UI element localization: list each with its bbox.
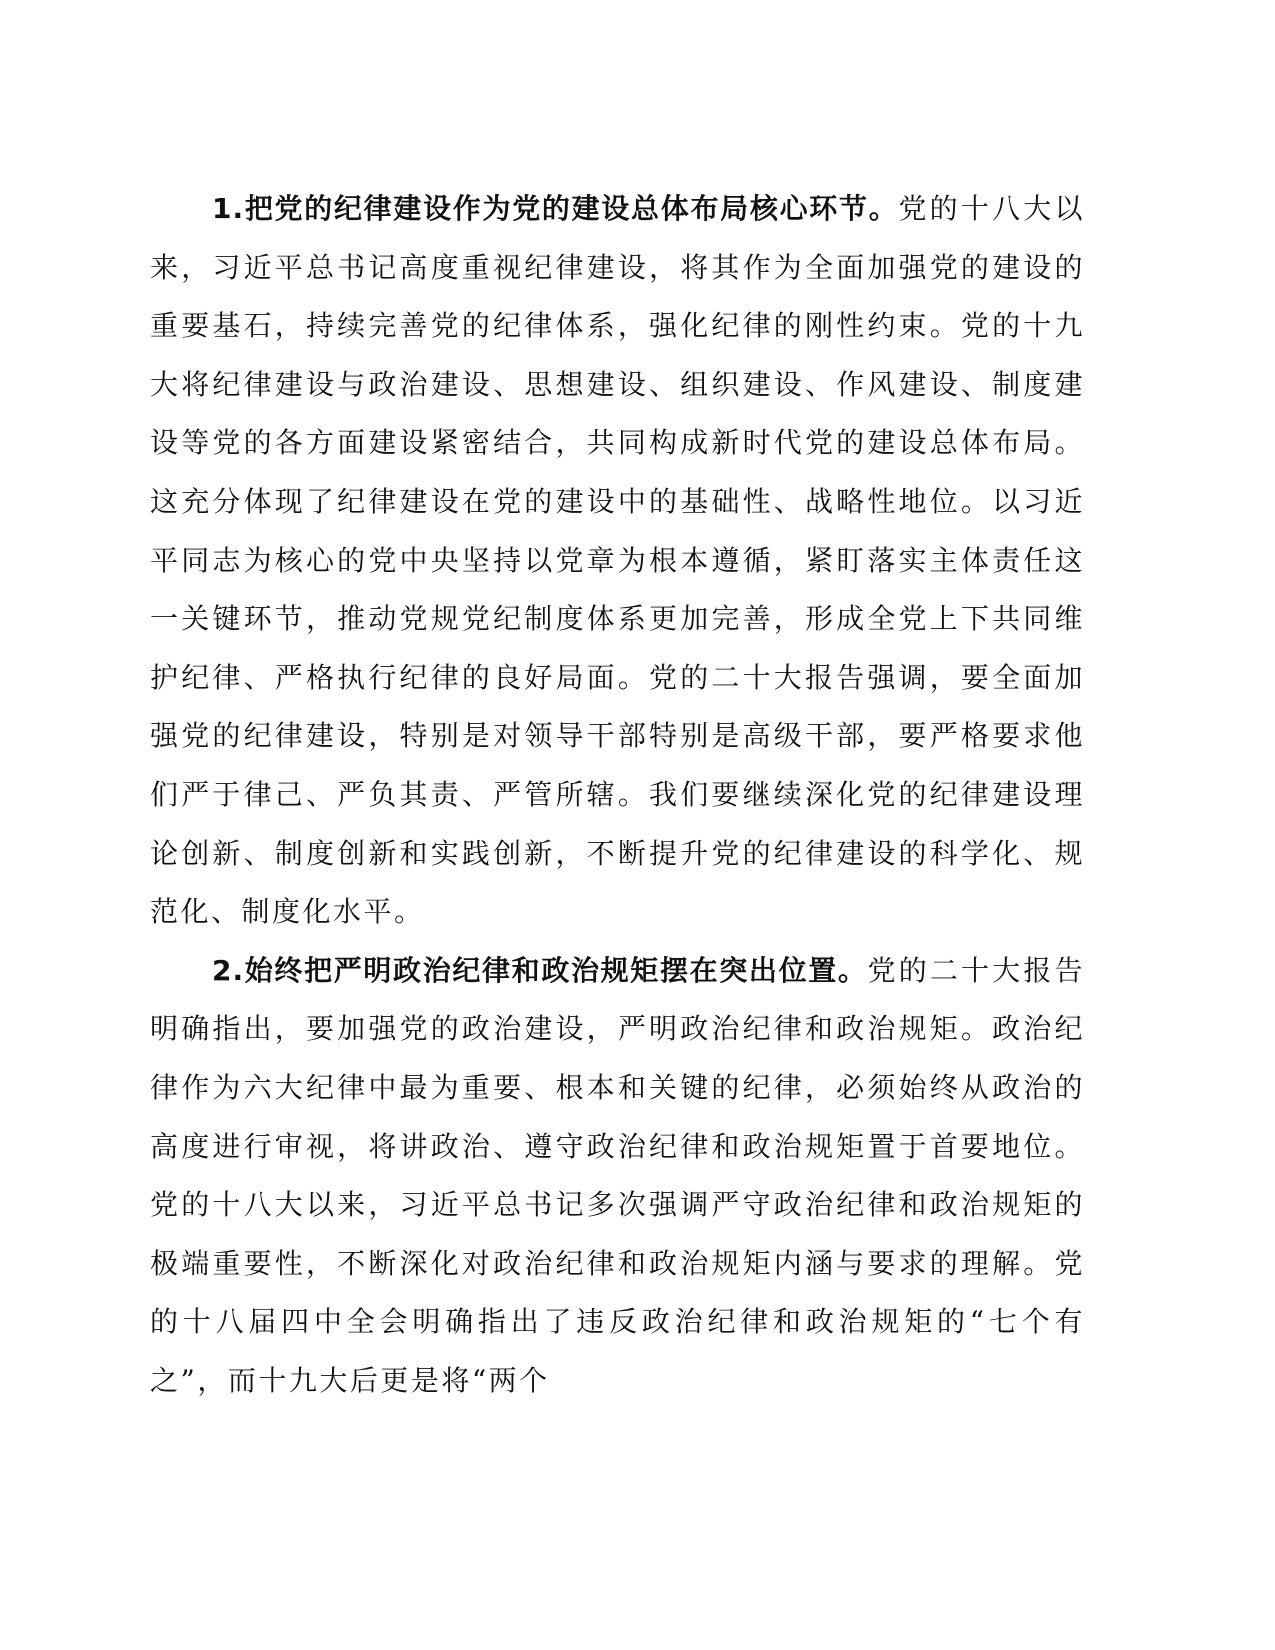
section-2-heading: 2.始终把严明政治纪律和政治规矩摆在突出位置。	[212, 953, 868, 987]
section-1-heading: 1.把党的纪律建设作为党的建设总体布局核心环节。	[212, 192, 899, 225]
section-1-paragraph	[150, 180, 1085, 942]
section-2-paragraph	[150, 942, 1085, 1411]
section-1-body: 党的十八大以来，习近平总书记高度重视纪律建设，将其作为全面加强党的建设的重要基石，持续完善党的纪律体系，强化纪律的刚性约束。党的十九大将纪律建设与政治建设、思想建设、组织建设、作风建设、制度建设等党的各方面建设紧密结合，共同构成新时代党的建设总体布局。这充分体现了纪律建设在党的建设中的基础性、战略性地位。以习近平同志为核心的党中央坚持以党章为根本遵循，紧盯落实主体责任这一关键环节，推动党规党纪制度体系更加完善，形成全党上下共同维护纪律、严格执行纪律的良好局面。党的二十大报告强调，要全面加强党的纪律建设，特别是对领导干部特别是高级干部，要严格要求他们严于律己、严负其责、严管所辖。我们要继续深化党的纪律建设理论创新、制度创新和实践创新，不断提升党的纪律建设的科学化、规范化、制度化水平。	[150, 192, 1085, 929]
section-2-body: 党的二十大报告明确指出，要加强党的政治建设，严明政治纪律和政治规矩。政治纪律作为六大纪律中最为重要、根本和关键的纪律，必须始终从政治的高度进行审视，将讲政治、遵守政治纪律和政治规矩置于首要地位。党的十八大以来，习近平总书记多次强调严守政治纪律和政治规矩的极端重要性，不断深化对政治纪律和政治规矩内涵与要求的理解。党的十八届四中全会明确指出了违反政治纪律和政治规矩的“七个有之”，而十九大后更是将“两个	[150, 953, 1085, 1397]
document-page	[150, 180, 1085, 1410]
